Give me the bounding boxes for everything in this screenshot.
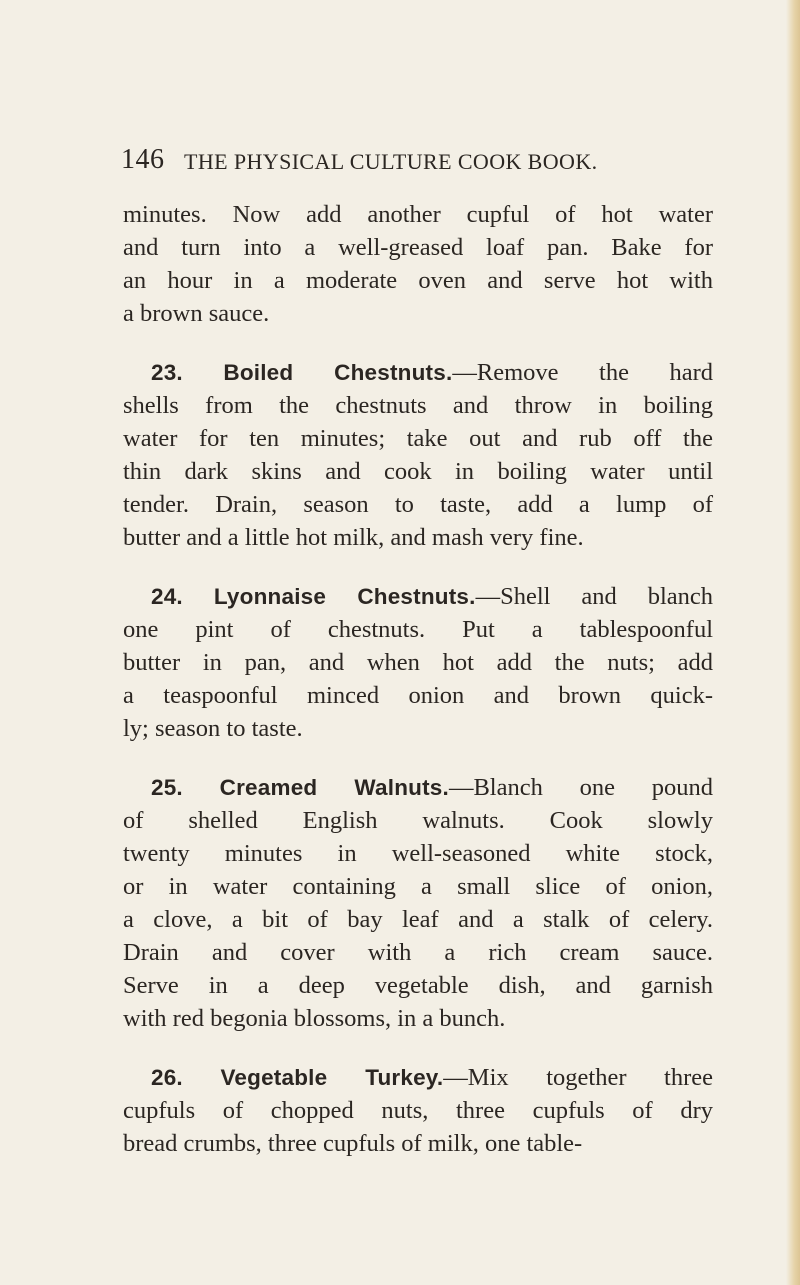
text-run: —Mix together three [443,1064,713,1091]
text-line: butter and a little hot milk, and mash very fine. [123,524,584,551]
recipe-title: Boiled Chestnuts. [223,360,453,385]
text-line: ly; season to taste. [123,715,303,742]
text-line: an hour in a moderate oven and serve hot with [123,267,713,294]
recipe-number: 23. [151,360,183,385]
text-line: a teaspoonful minced onion and brown quick- [123,682,713,709]
recipe-number: 26. [151,1065,183,1090]
running-head [121,145,721,181]
recipe-title: Lyonnaise Chestnuts. [213,584,476,609]
paragraph-gap [123,1035,713,1061]
recipe-heading-line [123,1061,713,1094]
text-line: a brown sauce. [123,300,270,327]
text-line: twenty minutes in well-seasoned white stock, [123,840,713,867]
text-line: bread crumbs, three cupfuls of milk, one table- [123,1130,583,1157]
text-line: or in water containing a small slice of onion, [123,873,713,900]
text-line: Drain and cover with a rich cream sauce. [123,939,713,966]
running-title: THE PHYSICAL CULTURE COOK BOOK. [184,149,598,174]
recipe-heading-line [123,771,713,804]
page-edge [786,0,800,1285]
recipe-heading-line [123,356,713,389]
text-line: with red begonia blossoms, in a bunch. [123,1005,506,1032]
text-run: —Remove the hard [452,359,713,386]
paragraph-gap [123,554,713,580]
text-line: and turn into a well-greased loaf pan. Bake for [123,234,713,261]
text-line: thin dark skins and cook in boiling water until [123,458,713,485]
text-run: —Shell and blanch [475,583,713,610]
text-line: water for ten minutes; take out and rub off the [123,425,713,452]
text-line: tender. Drain, season to taste, add a lump of [123,491,713,518]
recipe-heading-line [123,580,713,613]
recipe-number: 24. [151,584,183,609]
text-line: minutes. Now add another cupful of hot water [123,201,713,228]
text-line: shells from the chestnuts and throw in boiling [123,392,713,419]
paragraph-gap [123,745,713,771]
text-line: a clove, a bit of bay leaf and a stalk of celery. [123,906,713,933]
text-line: Serve in a deep vegetable dish, and garnish [123,972,713,999]
text-line: one pint of chestnuts. Put a tablespoonful [123,616,713,643]
recipe-number: 25. [151,775,183,800]
paragraph-gap [123,330,713,356]
recipe-title: Vegetable Turkey. [220,1065,444,1090]
recipe-title: Creamed Walnuts. [219,775,449,800]
text-line: butter in pan, and when hot add the nuts; add [123,649,713,676]
body-text [123,198,713,1160]
text-line: cupfuls of chopped nuts, three cupfuls of dry [123,1097,713,1124]
text-line: of shelled English walnuts. Cook slowly [123,807,713,834]
text-run: —Blanch one pound [448,774,713,801]
page-number: 146 [121,144,165,175]
